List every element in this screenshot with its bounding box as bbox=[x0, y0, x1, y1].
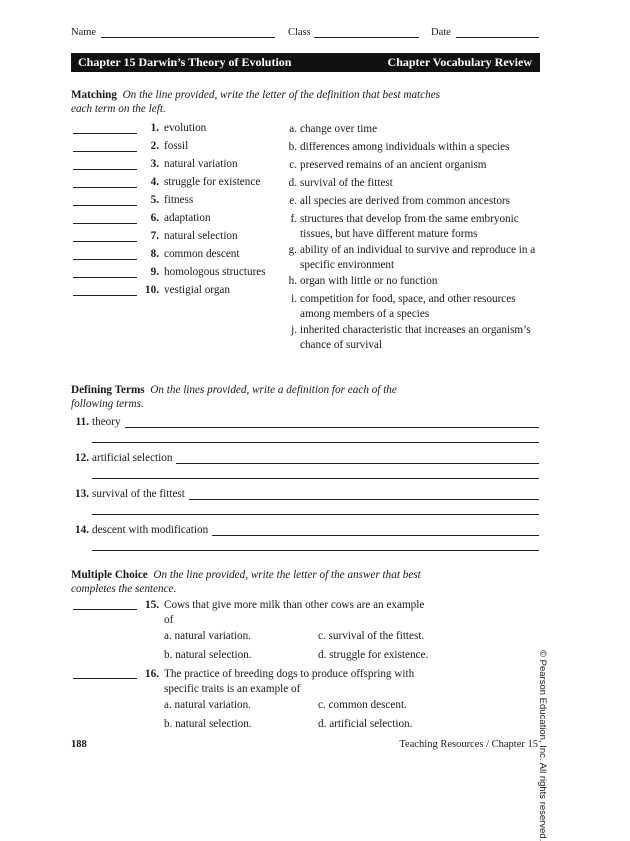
term-text: homologous structures bbox=[164, 266, 266, 278]
definition-text: preserved remains of an ancient organism bbox=[300, 159, 487, 171]
term-text: vestigial organ bbox=[164, 284, 230, 296]
footer-source: Teaching Resources / Chapter 15 bbox=[399, 739, 538, 750]
matching-instructions: On the line provided, write the letter of the definition that best matches each term on the left. bbox=[71, 89, 441, 115]
definition-text: structures that develop from the same embryonic tissues, but have different mature forms bbox=[300, 213, 519, 240]
term-number: 9. bbox=[150, 266, 159, 278]
question-text: The practice of breeding dogs to produce offspring with specific traits is an example of bbox=[164, 668, 415, 695]
definition-line[interactable] bbox=[176, 463, 539, 464]
defining-number: 12. bbox=[75, 452, 89, 464]
term-number: 1. bbox=[150, 122, 159, 134]
answer-option: c. common descent. bbox=[318, 699, 407, 711]
answer-blank[interactable] bbox=[73, 678, 137, 679]
term-text: natural variation bbox=[164, 158, 238, 170]
defining-instructions: On the lines provided, write a definition for each of the following terms. bbox=[71, 384, 397, 410]
definition-text: competition for food, space, and other resources among members of a species bbox=[300, 293, 516, 320]
answer-option: b. natural selection. bbox=[164, 649, 252, 661]
chapter-banner bbox=[71, 53, 540, 72]
answer-blank[interactable] bbox=[73, 609, 137, 610]
name-field[interactable] bbox=[101, 37, 275, 38]
definition-letter: b. bbox=[288, 141, 297, 153]
name-label: Name bbox=[71, 27, 97, 38]
answer-option: a. natural variation. bbox=[164, 630, 251, 642]
term-number: 2. bbox=[150, 140, 159, 152]
answer-blank[interactable] bbox=[73, 241, 137, 242]
defining-number: 11. bbox=[75, 416, 89, 428]
term-number: 8. bbox=[150, 248, 159, 260]
definition-letter: f. bbox=[290, 213, 297, 225]
definition-line-2[interactable] bbox=[92, 478, 539, 479]
answer-blank[interactable] bbox=[73, 151, 137, 152]
matching-title: Matching bbox=[71, 89, 117, 101]
answer-option: c. survival of the fittest. bbox=[318, 630, 425, 642]
date-label: Date bbox=[431, 27, 451, 38]
definition-text: change over time bbox=[300, 123, 378, 135]
term-number: 6. bbox=[150, 212, 159, 224]
answer-option: a. natural variation. bbox=[164, 699, 251, 711]
question-number: 16. bbox=[145, 668, 159, 680]
question-text: Cows that give more milk than other cows are an example of bbox=[164, 599, 425, 626]
term-text: fossil bbox=[164, 140, 189, 152]
definition-letter: h. bbox=[288, 275, 297, 287]
term-text: struggle for existence bbox=[164, 176, 261, 188]
chapter-title: Chapter 15 Darwin’s Theory of Evolution bbox=[78, 55, 292, 69]
mc-instructions: On the line provided, write the letter of the answer that best completes the sentence. bbox=[71, 569, 421, 595]
defining-number: 13. bbox=[75, 488, 89, 500]
date-field[interactable] bbox=[456, 37, 539, 38]
review-title: Chapter Vocabulary Review bbox=[387, 55, 532, 69]
term-number: 4. bbox=[150, 176, 159, 188]
defining-term: artificial selection bbox=[92, 452, 173, 464]
defining-number: 14. bbox=[75, 524, 89, 536]
defining-term-row bbox=[71, 524, 208, 536]
answer-option: d. artificial selection. bbox=[318, 718, 413, 730]
definition-letter: c. bbox=[289, 159, 297, 171]
term-text: evolution bbox=[164, 122, 207, 134]
definition-letter: e. bbox=[289, 195, 297, 207]
definition-text: survival of the fittest bbox=[300, 177, 393, 189]
answer-blank[interactable] bbox=[73, 133, 137, 134]
mc-heading bbox=[71, 568, 441, 596]
copyright-notice: © Pearson Education, Inc. All rights reserved. bbox=[537, 650, 548, 841]
definition-letter: j. bbox=[291, 324, 297, 336]
question-number: 15. bbox=[145, 599, 159, 611]
definition-line-2[interactable] bbox=[92, 550, 539, 551]
term-number: 5. bbox=[150, 194, 159, 206]
term-text: common descent bbox=[164, 248, 240, 260]
definition-text: ability of an individual to survive and reproduce in a specific environment bbox=[300, 244, 536, 271]
term-text: natural selection bbox=[164, 230, 238, 242]
matching-heading bbox=[71, 88, 441, 116]
answer-blank[interactable] bbox=[73, 259, 137, 260]
term-text: adaptation bbox=[164, 212, 211, 224]
answer-blank[interactable] bbox=[73, 277, 137, 278]
defining-term: theory bbox=[92, 416, 121, 428]
page-number: 188 bbox=[71, 739, 87, 750]
definition-text: differences among individuals within a species bbox=[300, 141, 510, 153]
term-text: fitness bbox=[164, 194, 194, 206]
answer-blank[interactable] bbox=[73, 187, 137, 188]
answer-option: b. natural selection. bbox=[164, 718, 252, 730]
definition-letter: d. bbox=[288, 177, 297, 189]
answer-blank[interactable] bbox=[73, 169, 137, 170]
definition-line-2[interactable] bbox=[92, 514, 539, 515]
defining-term-row bbox=[71, 488, 185, 500]
defining-heading bbox=[71, 383, 441, 411]
definition-text: organ with little or no function bbox=[300, 275, 438, 287]
term-number: 10. bbox=[145, 284, 159, 296]
answer-blank[interactable] bbox=[73, 205, 137, 206]
definition-text: all species are derived from common ancestors bbox=[300, 195, 510, 207]
class-field[interactable] bbox=[314, 37, 419, 38]
defining-term-row bbox=[71, 416, 121, 428]
answer-blank[interactable] bbox=[73, 295, 137, 296]
term-number: 3. bbox=[150, 158, 159, 170]
definition-line[interactable] bbox=[212, 535, 539, 536]
defining-term-row bbox=[71, 452, 172, 464]
definition-line[interactable] bbox=[189, 499, 539, 500]
definition-letter: i. bbox=[291, 293, 297, 305]
mc-title: Multiple Choice bbox=[71, 569, 148, 581]
definition-letter: a. bbox=[289, 123, 297, 135]
definition-line-2[interactable] bbox=[92, 442, 539, 443]
answer-blank[interactable] bbox=[73, 223, 137, 224]
definition-text: inherited characteristic that increases an organism’s chance of survival bbox=[300, 324, 531, 351]
definition-letter: g. bbox=[288, 244, 297, 256]
answer-option: d. struggle for existence. bbox=[318, 649, 429, 661]
defining-term: survival of the fittest bbox=[92, 488, 185, 500]
class-label: Class bbox=[288, 27, 311, 38]
definition-line[interactable] bbox=[125, 427, 539, 428]
defining-term: descent with modification bbox=[92, 524, 209, 536]
defining-title: Defining Terms bbox=[71, 384, 145, 396]
term-number: 7. bbox=[150, 230, 159, 242]
